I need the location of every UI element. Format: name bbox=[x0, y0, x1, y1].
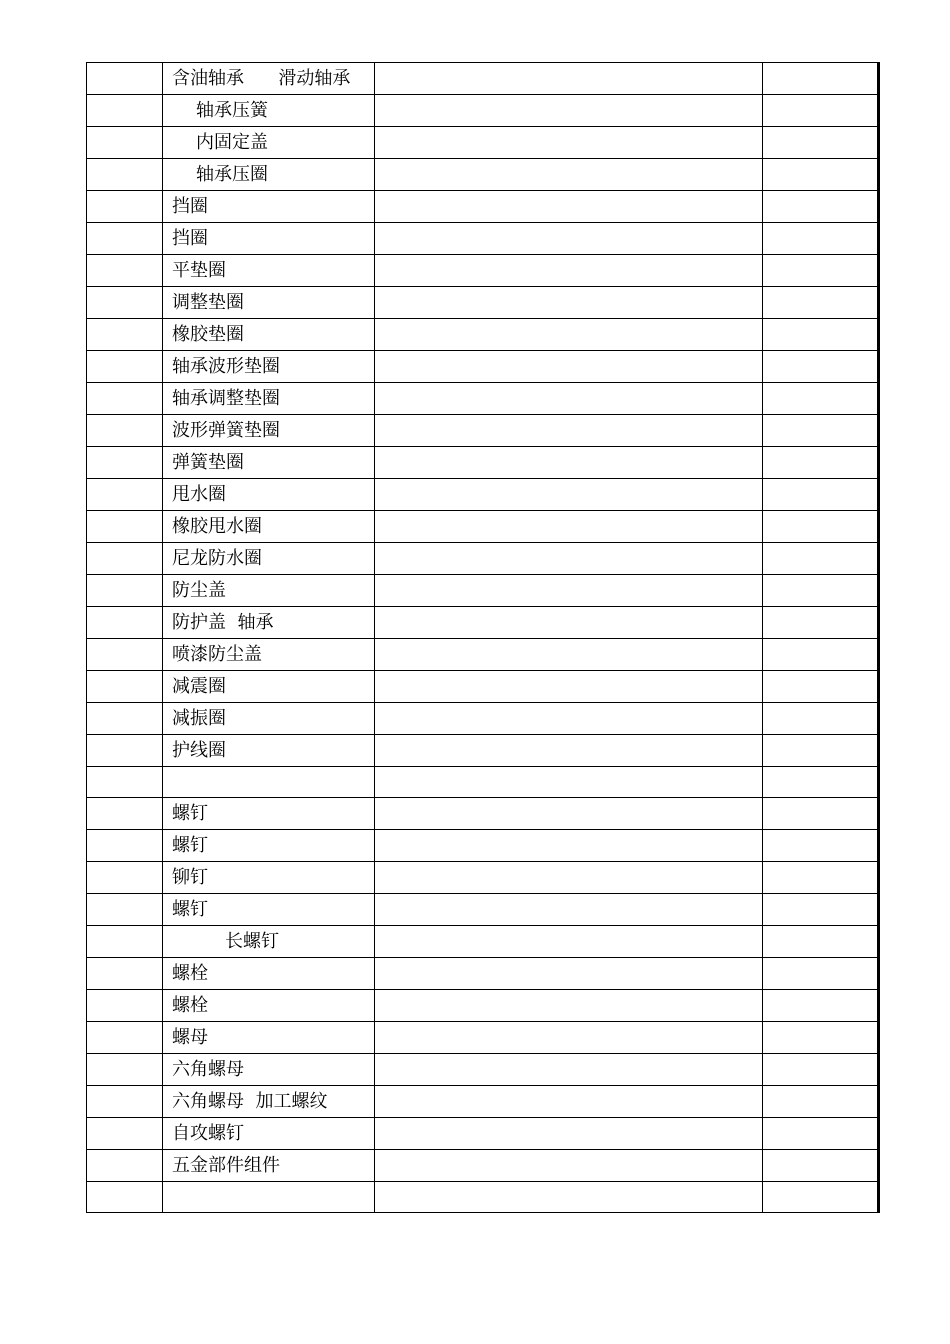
table-row bbox=[87, 383, 879, 415]
spec-cell bbox=[375, 894, 763, 926]
remark-cell bbox=[763, 63, 879, 95]
table-row bbox=[87, 990, 879, 1022]
remark-cell bbox=[763, 575, 879, 607]
spec-cell bbox=[375, 255, 763, 287]
part-name-cell: 五金部件组件 bbox=[163, 1150, 375, 1182]
table-row bbox=[87, 1118, 879, 1150]
remark-cell bbox=[763, 479, 879, 511]
remark-cell bbox=[763, 607, 879, 639]
part-name-cell: 自攻螺钉 bbox=[163, 1118, 375, 1150]
part-name-cell: 螺钉 bbox=[163, 798, 375, 830]
part-name-cell: 轴承波形垫圈 bbox=[163, 351, 375, 383]
spec-cell bbox=[375, 1118, 763, 1150]
table-row bbox=[87, 830, 879, 862]
table-row bbox=[87, 159, 879, 191]
remark-cell bbox=[763, 95, 879, 127]
spec-cell bbox=[375, 735, 763, 767]
table-row bbox=[87, 255, 879, 287]
table-row bbox=[87, 223, 879, 255]
index-cell bbox=[87, 1086, 163, 1118]
part-name-cell: 内固定盖 bbox=[163, 127, 375, 159]
table-row bbox=[87, 511, 879, 543]
index-cell bbox=[87, 767, 163, 798]
part-name-cell: 喷漆防尘盖 bbox=[163, 639, 375, 671]
spec-cell bbox=[375, 415, 763, 447]
remark-cell bbox=[763, 543, 879, 575]
index-cell bbox=[87, 671, 163, 703]
table-row bbox=[87, 543, 879, 575]
remark-cell bbox=[763, 862, 879, 894]
part-name-cell: 橡胶甩水圈 bbox=[163, 511, 375, 543]
index-cell bbox=[87, 735, 163, 767]
part-name-cell: 螺钉 bbox=[163, 830, 375, 862]
table-row bbox=[87, 127, 879, 159]
remark-cell bbox=[763, 191, 879, 223]
table-row bbox=[87, 607, 879, 639]
part-name-cell: 轴承调整垫圈 bbox=[163, 383, 375, 415]
remark-cell bbox=[763, 319, 879, 351]
remark-cell bbox=[763, 830, 879, 862]
table-row bbox=[87, 63, 879, 95]
spec-cell bbox=[375, 703, 763, 735]
table-row bbox=[87, 575, 879, 607]
remark-cell bbox=[763, 415, 879, 447]
parts-table bbox=[86, 62, 880, 1213]
remark-cell bbox=[763, 1022, 879, 1054]
index-cell bbox=[87, 703, 163, 735]
spec-cell bbox=[375, 926, 763, 958]
spec-cell bbox=[375, 1054, 763, 1086]
spec-cell bbox=[375, 479, 763, 511]
spec-cell bbox=[375, 767, 763, 798]
part-name-cell: 轴承压簧 bbox=[163, 95, 375, 127]
table-row bbox=[87, 767, 879, 798]
remark-cell bbox=[763, 798, 879, 830]
index-cell bbox=[87, 543, 163, 575]
spec-cell bbox=[375, 1150, 763, 1182]
table-row bbox=[87, 1182, 879, 1213]
spec-cell bbox=[375, 990, 763, 1022]
table-row bbox=[87, 703, 879, 735]
remark-cell bbox=[763, 1086, 879, 1118]
part-name-cell: 挡圈 bbox=[163, 191, 375, 223]
spec-cell bbox=[375, 191, 763, 223]
table-row bbox=[87, 351, 879, 383]
index-cell bbox=[87, 191, 163, 223]
table-row bbox=[87, 1150, 879, 1182]
remark-cell bbox=[763, 958, 879, 990]
part-name-cell: 波形弹簧垫圈 bbox=[163, 415, 375, 447]
spec-cell bbox=[375, 1182, 763, 1213]
spec-cell bbox=[375, 319, 763, 351]
remark-cell bbox=[763, 127, 879, 159]
index-cell bbox=[87, 639, 163, 671]
spec-cell bbox=[375, 1022, 763, 1054]
part-name-cell: 六角螺母 加工螺纹 bbox=[163, 1086, 375, 1118]
part-name-cell: 减振圈 bbox=[163, 703, 375, 735]
table-row bbox=[87, 447, 879, 479]
index-cell bbox=[87, 926, 163, 958]
table-row bbox=[87, 958, 879, 990]
spec-cell bbox=[375, 607, 763, 639]
spec-cell bbox=[375, 159, 763, 191]
remark-cell bbox=[763, 990, 879, 1022]
index-cell bbox=[87, 159, 163, 191]
remark-cell bbox=[763, 1182, 879, 1213]
remark-cell bbox=[763, 447, 879, 479]
part-name-cell: 调整垫圈 bbox=[163, 287, 375, 319]
remark-cell bbox=[763, 735, 879, 767]
part-name-cell: 含油轴承 滑动轴承 bbox=[163, 63, 375, 95]
index-cell bbox=[87, 1150, 163, 1182]
remark-cell bbox=[763, 671, 879, 703]
table-row bbox=[87, 95, 879, 127]
index-cell bbox=[87, 511, 163, 543]
spec-cell bbox=[375, 127, 763, 159]
part-name-cell: 平垫圈 bbox=[163, 255, 375, 287]
table-row bbox=[87, 639, 879, 671]
table-row bbox=[87, 735, 879, 767]
spec-cell bbox=[375, 223, 763, 255]
index-cell bbox=[87, 319, 163, 351]
index-cell bbox=[87, 287, 163, 319]
part-name-cell: 甩水圈 bbox=[163, 479, 375, 511]
part-name-cell: 护线圈 bbox=[163, 735, 375, 767]
table-row bbox=[87, 191, 879, 223]
spec-cell bbox=[375, 958, 763, 990]
part-name-cell bbox=[163, 1182, 375, 1213]
remark-cell bbox=[763, 767, 879, 798]
table-row bbox=[87, 479, 879, 511]
spec-cell bbox=[375, 862, 763, 894]
table-row bbox=[87, 319, 879, 351]
remark-cell bbox=[763, 383, 879, 415]
index-cell bbox=[87, 383, 163, 415]
index-cell bbox=[87, 415, 163, 447]
spec-cell bbox=[375, 447, 763, 479]
table-row bbox=[87, 1086, 879, 1118]
index-cell bbox=[87, 95, 163, 127]
index-cell bbox=[87, 894, 163, 926]
spec-cell bbox=[375, 798, 763, 830]
index-cell bbox=[87, 990, 163, 1022]
spec-cell bbox=[375, 63, 763, 95]
index-cell bbox=[87, 862, 163, 894]
spec-cell bbox=[375, 383, 763, 415]
remark-cell bbox=[763, 223, 879, 255]
index-cell bbox=[87, 63, 163, 95]
table-row bbox=[87, 894, 879, 926]
spec-cell bbox=[375, 1086, 763, 1118]
remark-cell bbox=[763, 287, 879, 319]
spec-cell bbox=[375, 511, 763, 543]
part-name-cell: 长螺钉 bbox=[163, 926, 375, 958]
part-name-cell: 轴承压圈 bbox=[163, 159, 375, 191]
parts-table-body bbox=[87, 63, 879, 1213]
table-row bbox=[87, 671, 879, 703]
remark-cell bbox=[763, 511, 879, 543]
part-name-cell: 弹簧垫圈 bbox=[163, 447, 375, 479]
remark-cell bbox=[763, 703, 879, 735]
remark-cell bbox=[763, 255, 879, 287]
table-row bbox=[87, 798, 879, 830]
index-cell bbox=[87, 575, 163, 607]
remark-cell bbox=[763, 1118, 879, 1150]
table-row bbox=[87, 415, 879, 447]
part-name-cell: 挡圈 bbox=[163, 223, 375, 255]
spec-cell bbox=[375, 543, 763, 575]
index-cell bbox=[87, 479, 163, 511]
part-name-cell: 橡胶垫圈 bbox=[163, 319, 375, 351]
remark-cell bbox=[763, 1150, 879, 1182]
index-cell bbox=[87, 223, 163, 255]
part-name-cell bbox=[163, 767, 375, 798]
index-cell bbox=[87, 607, 163, 639]
remark-cell bbox=[763, 159, 879, 191]
remark-cell bbox=[763, 1054, 879, 1086]
index-cell bbox=[87, 351, 163, 383]
part-name-cell: 防尘盖 bbox=[163, 575, 375, 607]
index-cell bbox=[87, 830, 163, 862]
remark-cell bbox=[763, 894, 879, 926]
part-name-cell: 减震圈 bbox=[163, 671, 375, 703]
remark-cell bbox=[763, 926, 879, 958]
table-row bbox=[87, 862, 879, 894]
spec-cell bbox=[375, 830, 763, 862]
part-name-cell: 铆钉 bbox=[163, 862, 375, 894]
index-cell bbox=[87, 1118, 163, 1150]
table-row bbox=[87, 1054, 879, 1086]
part-name-cell: 螺栓 bbox=[163, 990, 375, 1022]
spec-cell bbox=[375, 287, 763, 319]
part-name-cell: 六角螺母 bbox=[163, 1054, 375, 1086]
table-row bbox=[87, 926, 879, 958]
index-cell bbox=[87, 958, 163, 990]
remark-cell bbox=[763, 351, 879, 383]
table-row bbox=[87, 1022, 879, 1054]
spec-cell bbox=[375, 351, 763, 383]
part-name-cell: 螺栓 bbox=[163, 958, 375, 990]
table-row bbox=[87, 287, 879, 319]
spec-cell bbox=[375, 671, 763, 703]
index-cell bbox=[87, 255, 163, 287]
spec-cell bbox=[375, 639, 763, 671]
index-cell bbox=[87, 1022, 163, 1054]
index-cell bbox=[87, 798, 163, 830]
spec-cell bbox=[375, 95, 763, 127]
spec-cell bbox=[375, 575, 763, 607]
part-name-cell: 螺钉 bbox=[163, 894, 375, 926]
part-name-cell: 螺母 bbox=[163, 1022, 375, 1054]
index-cell bbox=[87, 1054, 163, 1086]
index-cell bbox=[87, 447, 163, 479]
index-cell bbox=[87, 127, 163, 159]
part-name-cell: 尼龙防水圈 bbox=[163, 543, 375, 575]
index-cell bbox=[87, 1182, 163, 1213]
part-name-cell: 防护盖 轴承 bbox=[163, 607, 375, 639]
remark-cell bbox=[763, 639, 879, 671]
